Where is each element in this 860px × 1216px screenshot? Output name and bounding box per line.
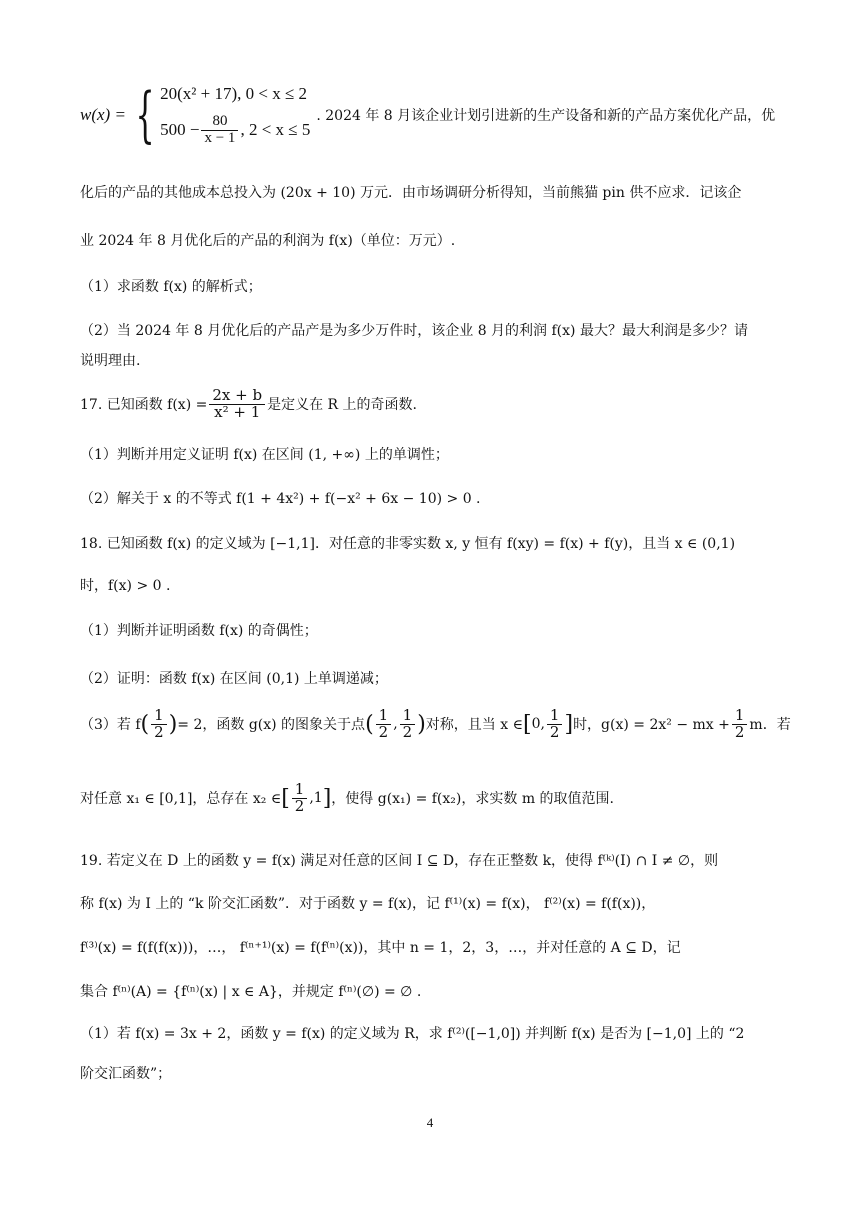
piecewise-brace: {: [135, 80, 155, 151]
fraction-denominator: x² + 1: [214, 402, 261, 421]
p18-question-1: （1）判断并证明函数 f(x) 的奇偶性；: [80, 623, 318, 639]
p19-question-1: （1）若 f(x) = 3x + 2，函数 y = f(x) 的定义域为 R，求 f⁽²⁾([−1,0]) 并判断 f(x) 是否为 [−1,0] 上的 “2: [80, 1026, 745, 1042]
p16-question-2-cont: 说明理由.: [80, 353, 141, 369]
fraction-denominator: x − 1: [204, 129, 236, 146]
fraction-numerator: 80: [201, 114, 238, 131]
p18-question-2: （2）证明：函数 f(x) 在区间 (0,1) 上单调递减；: [80, 671, 388, 687]
p17-statement: [80, 388, 417, 421]
fraction-numerator: 1: [151, 708, 167, 725]
piecewise-cases: [160, 84, 310, 147]
fraction-denominator: 2: [734, 722, 745, 741]
w-trailing-text: . 2024 年 8 月该企业计划引进新的生产设备和新的产品方案优化产品，优: [316, 108, 776, 125]
p18-q3-text-a: （3）若 f: [80, 717, 141, 734]
fraction-denominator: 2: [549, 722, 560, 741]
p17-fraction: [209, 388, 265, 421]
p19-line-1: 19. 若定义在 D 上的函数 y = f(x) 满足对任意的区间 I ⊆ D，存在正整数 k，使得 f⁽ᵏ⁾(I) ∩ I ≠ ∅，则: [80, 853, 719, 869]
fraction-numerator: 1: [732, 708, 748, 725]
p18-q3-text-e: m．若: [749, 717, 791, 734]
p19-line-4: 集合 f⁽ⁿ⁾(A) = {f⁽ⁿ⁾(x) | x ∈ A}，并规定 f⁽ⁿ⁾(∅) = ∅ .: [80, 984, 422, 1000]
p18-q3-text-c: 对称，且当 x ∈: [425, 717, 523, 734]
page-number: 4: [426, 1115, 434, 1130]
p17-question-1: （1）判断并用定义证明 f(x) 在区间 (1, +∞) 上的单调性；: [80, 447, 449, 463]
fraction-denominator: 2: [378, 722, 389, 741]
w-case-2-prefix: 500 −: [160, 120, 200, 140]
fraction-half: [732, 708, 748, 741]
fraction-denominator: 2: [402, 722, 413, 741]
bracket-close: ]: [564, 711, 574, 737]
p17-suffix: 是定义在 R 上的奇函数.: [267, 397, 417, 414]
fraction-denominator: 2: [294, 796, 305, 815]
w-case-2-fraction: [201, 114, 238, 147]
fraction-numerator: 1: [292, 782, 308, 799]
p19-line-2: 称 f(x) 为 I 上的 “k 阶交汇函数”．对于函数 y = f(x)，记 f⁽¹⁾(x) = f(x)， f⁽²⁾(x) = f(f(x))，: [80, 896, 656, 912]
p18-l4-text-b: ，使得 g(x₁) = f(x₂)，求实数 m 的取值范围.: [331, 791, 614, 808]
w-case-1: 20(x² + 17), 0 < x ≤ 2: [160, 84, 308, 103]
p16-line-3: 业 2024 年 8 月优化后的产品的利润为 f(x)（单位：万元）.: [80, 233, 456, 249]
w-definition: [80, 80, 776, 151]
p18-l4-text-a: 对任意 x₁ ∈ [0,1]，总存在 x₂ ∈: [80, 791, 282, 808]
paren-open: (: [140, 711, 150, 737]
p18-line-2: 时，f(x) > 0 .: [80, 578, 171, 594]
p16-line-2: 化后的产品的其他成本总投入为 (20x + 10) 万元．由市场调研分析得知，当前熊猫 pin 供不应求．记该企: [80, 185, 742, 201]
p18-question-3: （3）若 f ( $\frac{1}{2}$ ) = 2，函数 g(x) 的图象关于点 ( $\frac{1}{2}$ , $\frac{1}{2}$ ) 对称，且当 x ∈ [ 0, $\frac{1}{2}$ ] 时，g(x) = 2x² − mx + $\frac{1}{2}$ m．若: [80, 706, 791, 741]
w-lhs: w(x) =: [80, 105, 126, 125]
bracket-open: [: [522, 711, 532, 737]
paren-close: ): [168, 711, 178, 737]
p18-q3-text-b: = 2，函数 g(x) 的图象关于点: [177, 717, 366, 734]
p17-prefix: 17. 已知函数 f(x) =: [80, 397, 208, 414]
p16-question-1: （1）求函数 f(x) 的解析式；: [80, 279, 262, 295]
paren-open: (: [365, 711, 374, 737]
p18-line-4: 对任意 x₁ ∈ [0,1]，总存在 x₂ ∈ [ $\frac{1}{2}$ ,1 ] ，使得 g(x₁) = f(x₂)，求实数 m 的取值范围.: [80, 780, 614, 815]
bracket-close: ]: [322, 785, 332, 811]
p18-line-1: 18. 已知函数 f(x) 的定义域为 [−1,1]．对任意的非零实数 x, y 恒有 f(xy) = f(x) + f(y)，且当 x ∈ (0,1): [80, 536, 736, 552]
p18-q3-text-d: 时，g(x) = 2x² − mx +: [573, 717, 730, 734]
fraction-numerator: 2x + b: [209, 388, 265, 405]
paren-close: ): [417, 711, 426, 737]
fraction-half: [376, 708, 392, 741]
fraction-half: [547, 708, 563, 741]
fraction-half: [292, 782, 308, 815]
p19-question-1-cont: 阶交汇函数”；: [80, 1066, 172, 1082]
fraction-half: [151, 708, 167, 741]
p16-question-2: （2）当 2024 年 8 月优化后的产品产是为多少万件时，该企业 8 月的利润 f(x) 最大？最大利润是多少？请: [80, 323, 748, 339]
fraction-denominator: 2: [154, 722, 164, 741]
w-case-2-suffix: , 2 < x ≤ 5: [240, 120, 311, 140]
w-case-2: [160, 114, 310, 147]
fraction-numerator: 1: [547, 708, 563, 725]
p19-line-3: f⁽³⁾(x) = f(f(f(x)))，…， f⁽ⁿ⁺¹⁾(x) = f(f⁽ⁿ⁾(x))，其中 n = 1，2，3，…，并对任意的 A ⊆ D，记: [80, 940, 681, 956]
p17-question-2: （2）解关于 x 的不等式 f(1 + 4x²) + f(−x² + 6x − 10) > 0 .: [80, 491, 481, 507]
fraction-numerator: 1: [376, 708, 392, 725]
fraction-half: [400, 708, 416, 741]
fraction-numerator: 1: [400, 708, 416, 725]
bracket-open: [: [281, 785, 290, 811]
